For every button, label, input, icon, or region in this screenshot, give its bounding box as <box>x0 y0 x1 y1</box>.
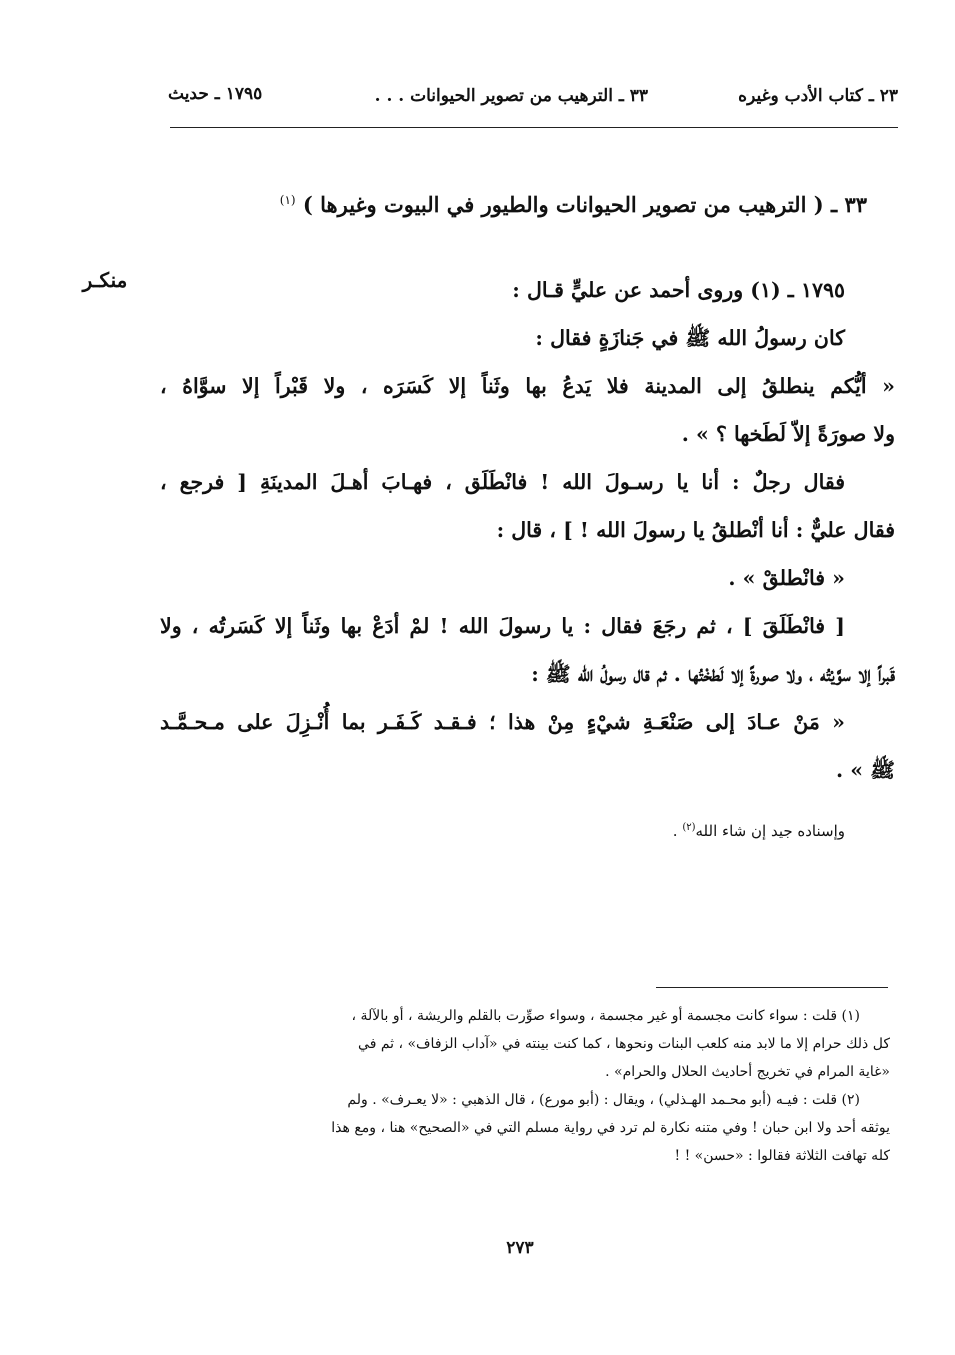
running-header <box>168 80 898 120</box>
hadith-body <box>160 266 895 794</box>
header-book-title: ٢٣ ـ كتاب الأدب وغيره <box>738 86 898 106</box>
footnote-line: كله تهافت الثلاثة فقالوا : «حسن» ! ! <box>674 1148 890 1164</box>
isnad-note-mark: (٢) <box>682 822 696 833</box>
hadith-line: فقال رجلٌ : أنا يا رسـولَ الله ! فانْطَلَق ، فهـابَ أهـلَ المدينَةِ [ فرجع ، <box>160 470 845 494</box>
hadith-grade-margin: منكـر <box>82 268 128 292</box>
header-chapter-title: ٣٣ ـ الترهيب من تصوير الحيوانات . . . <box>374 86 648 106</box>
hadith-line: ولا صورَةً إلاّ لَطَخها ؟ » . <box>681 422 895 446</box>
footnote-divider <box>656 987 888 988</box>
footnotes <box>162 1002 890 1170</box>
footnote-line: كل ذلك حرام إلا ما لابد منه كلعب البنات ونحوها ، كما كنت بينته في «آداب الزفاف» ، ثم في <box>358 1036 890 1052</box>
footnote-line: (٢) قلت : فيـه (أبو محـمد الهـذلي) ، ويقال : (أبو مورع) ، قال الذهبي : «لا يعـرف» . ولم <box>347 1092 860 1108</box>
isnad-grading <box>245 822 845 840</box>
footnote-line: «غاية المرام في تخريج أحاديث الحلال والحرام» . <box>605 1064 890 1080</box>
hadith-line: « أيُّكم ينطلقُ إلى المدينة فلا يَدعُ بها وثَناً إلا كَسَرَه ، ولا قَبْراً إلا سوَّاهُ ، <box>160 374 895 398</box>
chapter-heading <box>167 192 867 217</box>
footnote-line: يوثقه أحد ولا ابن حبان ! وفي متنه نكارة لم ترد في رواية مسلم التي في «الصحيح» هنا ، ومع هذا <box>331 1120 890 1136</box>
footnote-line: (١) قلت : سواء كانت مجسمة أو غير مجسمة ، وسواء صوِّرت بالقلم والريشة ، أو بالآلة ، <box>351 1008 860 1024</box>
chapter-heading-text: ٣٣ ـ ( الترهيب من تصوير الحيوانات والطيور في البيوت وغيرها ) <box>302 192 867 217</box>
hadith-line: « مَنْ عـادَ إلى صَنْعَـةِ شيْءٍ مِنْ هذا ؛ فـقـد كَـفَـر بما أُنْـزِلَ على مـحـمَّـد <box>160 710 845 734</box>
hadith-line: فقال عليٌّ : أنا أنْطلقُ يا رسولَ الله ! ] ، قال : <box>496 518 895 542</box>
header-hadith-ref: ١٧٩٥ ـ حديث <box>168 84 263 104</box>
hadith-line: قَبراً إلا سوَّيْتُه ، ولا صورةً إلا لَطخْتُها . ثم قال رسولُ الله ﷺ : <box>531 662 895 686</box>
chapter-heading-note-mark: (١) <box>279 193 296 207</box>
isnad-end: . <box>672 822 683 840</box>
header-divider <box>170 127 898 128</box>
page-number: ٢٧٣ <box>506 1238 534 1258</box>
hadith-line: « فانْطلقْ » . <box>728 566 845 590</box>
hadith-line: ﷺ » . <box>836 758 895 782</box>
hadith-line: [ فانْطَلَقَ ] ، ثم رجَعَ فقال : يا رسولَ الله ! لمْ أدَعْ بها وثَناً إلا كَسَرتُه ، ولا <box>160 614 845 638</box>
isnad-text: وإسناده جيد إن شاء الله <box>695 822 845 840</box>
hadith-line: ١٧٩٥ ـ (١) وروى أحمد عن عليٍّ قـال : <box>512 278 845 302</box>
hadith-line: كان رسولُ الله ﷺ في جَنازَةٍ فقال : <box>535 326 845 350</box>
